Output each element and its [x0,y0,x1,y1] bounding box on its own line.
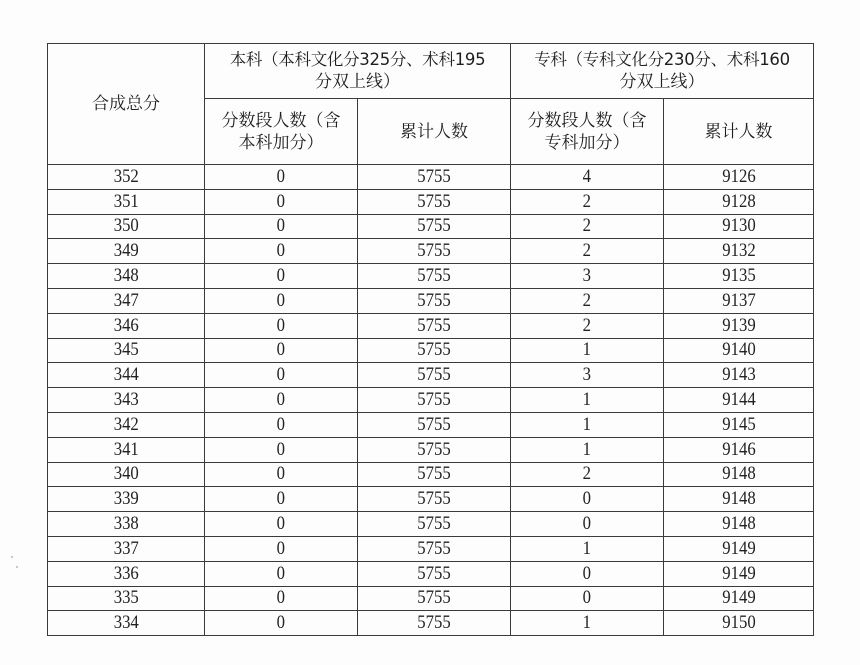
header-junior-group-line1: 专科（专科文化分230分、术科160 [534,50,790,69]
cell-junior-cumulative-value: 9145 [721,413,756,435]
cell-junior-count [511,288,664,313]
cell-junior-count [511,437,664,462]
cell-undergrad-cumulative [358,561,511,586]
cell-composite-score-value: 351 [113,190,139,212]
cell-undergrad-count [205,512,358,537]
cell-composite-score-value: 336 [113,562,139,584]
cell-composite-score [48,363,205,388]
cell-junior-cumulative [664,487,814,512]
cell-undergrad-count [205,536,358,561]
cell-undergrad-cumulative-value: 5755 [417,190,451,212]
cell-undergrad-count-value: 0 [276,587,286,609]
cell-undergrad-cumulative-value: 5755 [417,463,451,485]
cell-undergrad-count-value: 0 [276,314,286,336]
cell-composite-score [48,437,205,462]
cell-undergrad-count-value: 0 [276,190,286,212]
cell-junior-cumulative [664,165,814,190]
cell-composite-score-value: 350 [113,215,139,237]
cell-undergrad-count-value: 0 [276,240,286,262]
cell-composite-score [48,165,205,190]
cell-composite-score [48,264,205,289]
cell-junior-cumulative [664,462,814,487]
cell-junior-count-value: 2 [582,190,592,212]
cell-composite-score [48,338,205,363]
cell-undergrad-cumulative-value: 5755 [417,389,451,411]
cell-junior-count-value: 3 [582,364,592,386]
cell-undergrad-cumulative-value: 5755 [417,537,451,559]
cell-undergrad-cumulative [358,165,511,190]
cell-junior-count-value: 3 [582,265,592,287]
cell-undergrad-cumulative-value: 5755 [417,562,451,584]
cell-junior-count-value: 1 [582,537,592,559]
cell-junior-count [511,264,664,289]
table-row [48,363,814,388]
cell-composite-score [48,536,205,561]
cell-undergrad-count [205,288,358,313]
table-row [48,264,814,289]
cell-junior-cumulative-value: 9150 [721,612,756,634]
cell-composite-score-value: 342 [113,413,139,435]
table-row [48,536,814,561]
cell-junior-count-value: 2 [582,240,592,262]
cell-junior-count [511,561,664,586]
table-row [48,487,814,512]
cell-undergrad-count-value: 0 [276,438,286,460]
cell-undergrad-cumulative [358,239,511,264]
cell-composite-score [48,313,205,338]
cell-junior-cumulative [664,189,814,214]
cell-junior-cumulative-value: 9148 [721,463,756,485]
cell-undergrad-cumulative-value: 5755 [417,240,451,262]
cell-junior-cumulative-value: 9132 [721,240,756,262]
cell-composite-score [48,239,205,264]
header-composite-score [48,44,205,165]
cell-composite-score-value: 337 [113,537,139,559]
cell-undergrad-count-value: 0 [276,339,286,361]
cell-junior-cumulative [664,586,814,611]
cell-composite-score-value: 348 [113,265,139,287]
table-row [48,214,814,239]
cell-junior-count-value: 1 [582,612,592,634]
table-row [48,388,814,413]
header-junior-count-line2: 专科加分） [544,132,630,153]
header-undergrad-cumulative [358,99,511,165]
header-undergrad-count [205,99,358,165]
cell-composite-score-value: 334 [113,612,139,634]
header-undergrad-cumulative-label: 累计人数 [400,121,468,142]
cell-junior-cumulative-value: 9139 [721,314,756,336]
cell-junior-cumulative [664,437,814,462]
cell-undergrad-cumulative [358,363,511,388]
cell-junior-cumulative-value: 9128 [721,190,756,212]
cell-undergrad-cumulative-value: 5755 [417,438,451,460]
score-distribution-table [47,43,814,636]
header-row-group [48,44,814,99]
cell-junior-count-value: 2 [582,289,592,311]
cell-junior-cumulative [664,313,814,338]
cell-undergrad-cumulative-value: 5755 [417,587,451,609]
cell-junior-cumulative [664,288,814,313]
header-junior-cumulative [664,99,814,165]
cell-composite-score [48,214,205,239]
cell-undergrad-cumulative-value: 5755 [417,488,451,510]
cell-undergrad-count-value: 0 [276,389,286,411]
cell-junior-count-value: 0 [582,587,592,609]
cell-junior-cumulative [664,611,814,636]
table-row [48,288,814,313]
cell-undergrad-count-value: 0 [276,364,286,386]
cell-undergrad-cumulative [358,487,511,512]
cell-undergrad-cumulative [358,586,511,611]
cell-junior-cumulative [664,388,814,413]
cell-undergrad-count-value: 0 [276,463,286,485]
cell-composite-score-value: 347 [113,289,139,311]
cell-junior-count-value: 4 [582,165,592,187]
cell-composite-score [48,388,205,413]
scan-speck [11,556,13,558]
cell-undergrad-count-value: 0 [276,413,286,435]
cell-undergrad-cumulative-value: 5755 [417,215,451,237]
cell-undergrad-count [205,214,358,239]
cell-undergrad-cumulative [358,536,511,561]
cell-junior-count [511,412,664,437]
cell-undergrad-cumulative [358,264,511,289]
cell-junior-cumulative [664,412,814,437]
cell-junior-count [511,586,664,611]
cell-junior-count [511,239,664,264]
table-row [48,586,814,611]
cell-junior-count-value: 1 [582,389,592,411]
table-row [48,437,814,462]
cell-undergrad-cumulative [358,388,511,413]
cell-composite-score-value: 343 [113,389,139,411]
cell-junior-cumulative [664,338,814,363]
cell-undergrad-cumulative [358,313,511,338]
cell-undergrad-count [205,487,358,512]
header-undergrad-group [205,44,511,99]
header-composite-score-label: 合成总分 [92,94,160,114]
cell-undergrad-count-value: 0 [276,265,286,287]
cell-junior-cumulative [664,363,814,388]
cell-junior-cumulative [664,264,814,289]
cell-undergrad-cumulative [358,512,511,537]
cell-junior-cumulative-value: 9148 [721,513,756,535]
cell-undergrad-count-value: 0 [276,289,286,311]
cell-junior-count-value: 2 [582,314,592,336]
cell-junior-count [511,165,664,190]
table-row [48,512,814,537]
cell-undergrad-cumulative-value: 5755 [417,339,451,361]
cell-undergrad-cumulative [358,189,511,214]
cell-junior-cumulative-value: 9146 [721,438,756,460]
cell-undergrad-cumulative [358,412,511,437]
cell-composite-score [48,288,205,313]
cell-undergrad-cumulative [358,462,511,487]
header-undergrad-group-line1: 本科（本科文化分325分、术科195 [229,50,486,69]
cell-undergrad-count [205,611,358,636]
cell-composite-score-value: 335 [113,587,139,609]
cell-undergrad-count [205,437,358,462]
cell-junior-count [511,487,664,512]
cell-junior-count-value: 2 [582,215,592,237]
cell-junior-count [511,512,664,537]
table-row [48,611,814,636]
cell-junior-cumulative-value: 9140 [721,339,756,361]
cell-undergrad-count [205,388,358,413]
cell-junior-count-value: 0 [582,513,592,535]
table-row [48,462,814,487]
cell-junior-cumulative-value: 9130 [721,215,756,237]
cell-composite-score [48,512,205,537]
cell-junior-count [511,536,664,561]
table-row [48,412,814,437]
cell-junior-count-value: 2 [582,463,592,485]
cell-undergrad-count-value: 0 [276,513,286,535]
cell-composite-score-value: 341 [113,438,139,460]
cell-junior-count [511,338,664,363]
cell-junior-count [511,388,664,413]
table-row [48,313,814,338]
cell-composite-score-value: 338 [113,513,139,535]
cell-junior-cumulative [664,239,814,264]
cell-composite-score [48,189,205,214]
cell-undergrad-count-value: 0 [276,165,286,187]
table-row [48,338,814,363]
header-junior-count-line1: 分数段人数（含 [527,110,647,131]
cell-undergrad-count-value: 0 [276,612,286,634]
cell-composite-score-value: 339 [113,488,139,510]
cell-junior-cumulative-value: 9149 [721,562,756,584]
cell-composite-score-value: 352 [113,165,139,187]
header-junior-cumulative-label: 累计人数 [704,121,773,142]
table-row [48,189,814,214]
cell-undergrad-count [205,165,358,190]
cell-junior-count [511,363,664,388]
table-row [48,165,814,190]
cell-junior-count [511,313,664,338]
cell-junior-cumulative-value: 9149 [721,587,756,609]
cell-composite-score [48,611,205,636]
cell-junior-count [511,611,664,636]
header-undergrad-group-line2: 分双上线） [315,72,400,92]
cell-undergrad-cumulative [358,214,511,239]
cell-composite-score [48,412,205,437]
cell-junior-count [511,189,664,214]
cell-undergrad-count [205,462,358,487]
cell-undergrad-count [205,313,358,338]
header-undergrad-count-line1: 分数段人数（含 [221,110,341,131]
cell-composite-score-value: 340 [113,463,139,485]
cell-undergrad-count-value: 0 [276,215,286,237]
cell-composite-score [48,487,205,512]
cell-junior-cumulative-value: 9126 [721,165,756,187]
scan-speck [16,566,18,568]
cell-junior-count-value: 1 [582,413,592,435]
cell-junior-cumulative-value: 9148 [721,488,756,510]
cell-undergrad-cumulative-value: 5755 [417,265,451,287]
header-junior-group [511,44,814,99]
cell-undergrad-cumulative [358,437,511,462]
cell-undergrad-cumulative-value: 5755 [417,513,451,535]
cell-composite-score [48,586,205,611]
cell-undergrad-count [205,561,358,586]
header-junior-count [511,99,664,165]
cell-junior-cumulative [664,536,814,561]
table-row [48,239,814,264]
cell-junior-count-value: 0 [582,488,592,510]
cell-undergrad-count [205,189,358,214]
cell-junior-count [511,462,664,487]
cell-undergrad-cumulative-value: 5755 [417,165,451,187]
cell-undergrad-cumulative [358,288,511,313]
cell-undergrad-cumulative [358,338,511,363]
cell-undergrad-count [205,586,358,611]
table-row [48,561,814,586]
cell-undergrad-count [205,412,358,437]
cell-undergrad-count [205,338,358,363]
cell-junior-cumulative-value: 9135 [721,265,756,287]
cell-undergrad-count-value: 0 [276,562,286,584]
cell-undergrad-cumulative [358,611,511,636]
cell-composite-score-value: 349 [113,240,139,262]
cell-composite-score-value: 344 [113,364,139,386]
cell-undergrad-cumulative-value: 5755 [417,289,451,311]
cell-undergrad-cumulative-value: 5755 [417,314,451,336]
cell-junior-cumulative [664,214,814,239]
cell-junior-cumulative-value: 9137 [721,289,756,311]
header-junior-group-line2: 分双上线） [619,72,705,92]
table-header [48,44,814,165]
cell-junior-cumulative [664,512,814,537]
header-undergrad-count-line2: 本科加分） [238,132,324,153]
cell-undergrad-count [205,239,358,264]
cell-junior-cumulative-value: 9144 [721,389,756,411]
cell-composite-score [48,561,205,586]
cell-junior-count-value: 1 [582,339,592,361]
cell-junior-cumulative-value: 9143 [721,364,756,386]
cell-undergrad-count [205,264,358,289]
cell-composite-score-value: 345 [113,339,139,361]
cell-undergrad-count-value: 0 [276,537,286,559]
cell-junior-cumulative [664,561,814,586]
cell-composite-score-value: 346 [113,314,139,336]
cell-undergrad-cumulative-value: 5755 [417,413,451,435]
cell-junior-count-value: 0 [582,562,592,584]
cell-undergrad-cumulative-value: 5755 [417,364,451,386]
cell-junior-count-value: 1 [582,438,592,460]
cell-undergrad-cumulative-value: 5755 [417,612,451,634]
cell-junior-cumulative-value: 9149 [721,537,756,559]
cell-composite-score [48,462,205,487]
cell-undergrad-count [205,363,358,388]
cell-junior-count [511,214,664,239]
table-body [48,165,814,636]
cell-undergrad-count-value: 0 [276,488,286,510]
